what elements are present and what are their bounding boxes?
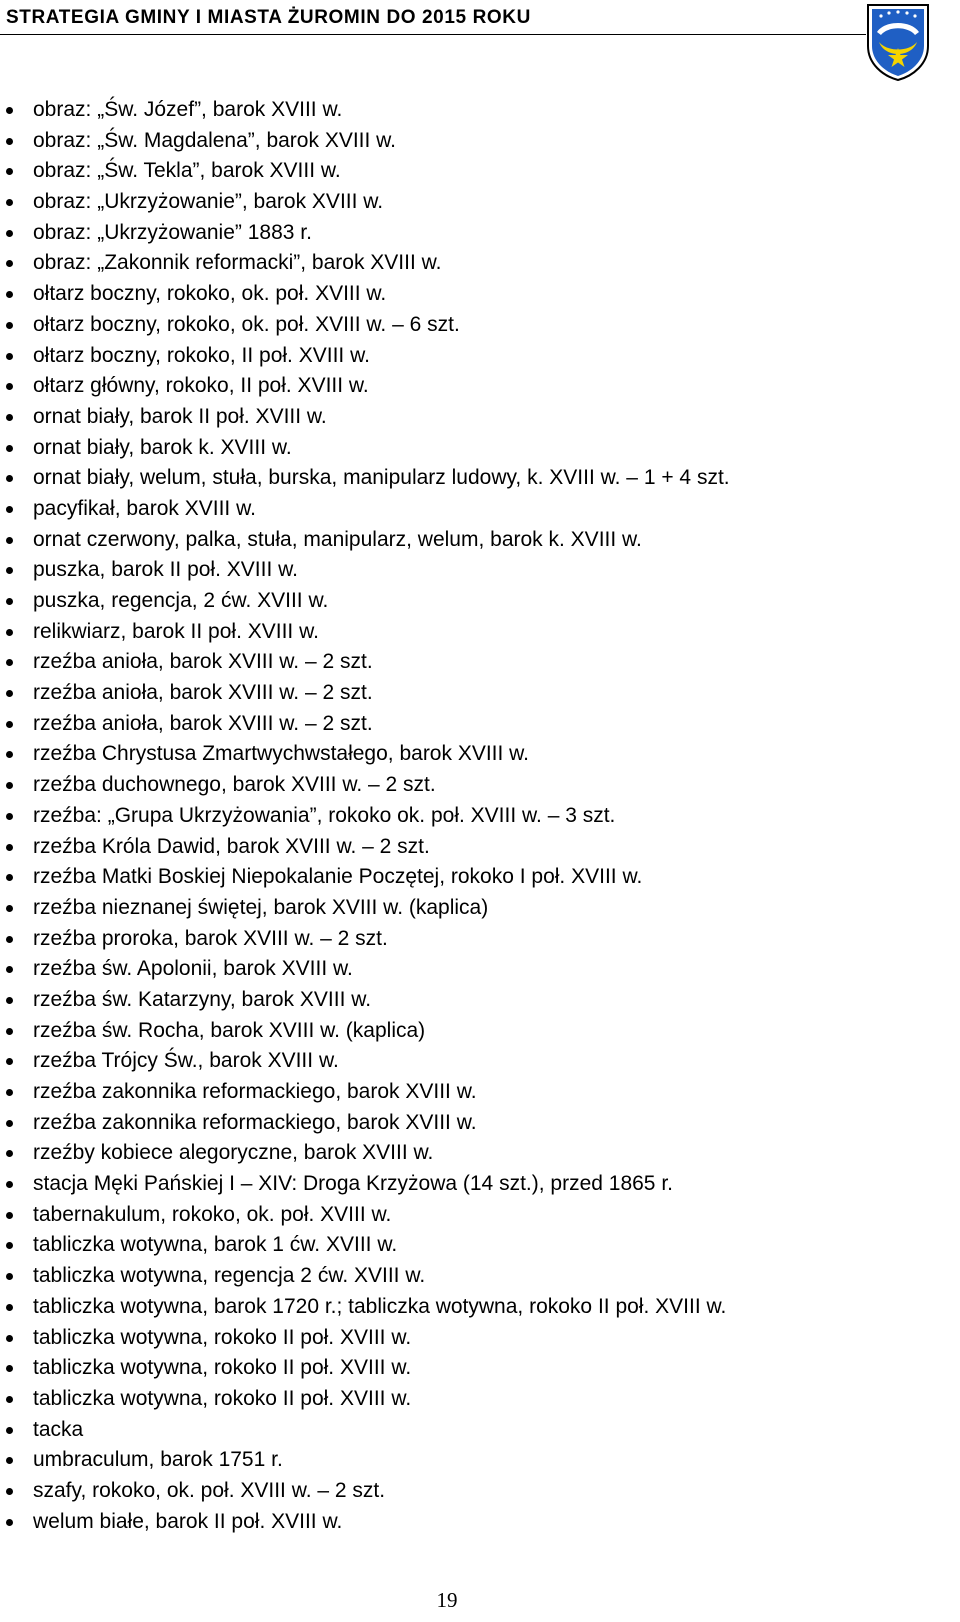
bullet-icon — [6, 1089, 13, 1096]
bullet-icon — [6, 260, 13, 267]
list-item-text: pacyfikał, barok XVIII w. — [33, 496, 256, 520]
bullet-icon — [6, 1335, 13, 1342]
bullet-icon — [6, 874, 13, 881]
bullet-icon — [6, 230, 13, 237]
list-item-text: obraz: „Ukrzyżowanie”, barok XVIII w. — [33, 190, 384, 214]
list-item-text: ołtarz boczny, rokoko, II poł. XVIII w. — [33, 343, 370, 367]
bullet-icon — [6, 1427, 13, 1434]
bullet-icon — [6, 1457, 13, 1464]
list-item-text: tabliczka wotywna, rokoko II poł. XVIII w. — [33, 1325, 412, 1349]
list-item-text: rzeźba anioła, barok XVIII w. – 2 szt. — [33, 650, 373, 674]
list-item-text: obraz: „Św. Józef”, barok XVIII w. — [33, 98, 343, 121]
list-item-text: tabliczka wotywna, rokoko II poł. XVIII w. — [33, 1356, 412, 1380]
bullet-icon — [6, 291, 13, 298]
list-item — [0, 1476, 940, 1507]
bullet-icon — [6, 1304, 13, 1311]
list-item — [0, 555, 940, 586]
bullet-icon — [6, 659, 13, 666]
list-item-text: tabernakulum, rokoko, ok. poł. XVIII w. — [33, 1202, 392, 1226]
list-item — [0, 1292, 940, 1323]
list-item — [0, 770, 940, 801]
bullet-icon — [6, 844, 13, 851]
list-item-text: tabliczka wotywna, barok 1 ćw. XVIII w. — [33, 1233, 398, 1257]
list-item — [0, 1169, 940, 1200]
list-item — [0, 156, 940, 187]
bullet-icon — [6, 966, 13, 973]
header-divider — [0, 34, 866, 35]
list-item-text: tacka — [33, 1417, 84, 1441]
list-item — [0, 1230, 940, 1261]
list-item-text: umbraculum, barok 1751 r. — [33, 1448, 283, 1472]
list-item-text: obraz: „Zakonnik reformacki”, barok XVIII w. — [33, 251, 442, 275]
list-item — [0, 218, 940, 249]
bullet-icon — [6, 1519, 13, 1526]
list-item-text: rzeźba św. Apolonii, barok XVIII w. — [33, 957, 353, 981]
bullet-icon — [6, 1181, 13, 1188]
list-item — [0, 647, 940, 678]
bullet-icon — [6, 1058, 13, 1065]
list-item — [0, 893, 940, 924]
bullet-icon — [6, 1120, 13, 1127]
bullet-icon — [6, 353, 13, 360]
bullet-icon — [6, 138, 13, 145]
bullet-icon — [6, 199, 13, 206]
list-item — [0, 739, 940, 770]
bullet-icon — [6, 107, 13, 114]
list-item-text: tabliczka wotywna, barok 1720 r.; tabliczka wotywna, rokoko II poł. XVIII w. — [33, 1294, 727, 1318]
list-item-text: rzeźba św. Katarzyny, barok XVIII w. — [33, 987, 372, 1011]
list-item — [0, 1323, 940, 1354]
list-item-text: rzeźba Chrystusa Zmartwychwstałego, barok XVIII w. — [33, 742, 530, 766]
bullet-icon — [6, 690, 13, 697]
list-item — [0, 1016, 940, 1047]
bullet-icon — [6, 537, 13, 544]
list-item — [0, 463, 940, 494]
list-item-text: rzeźba zakonnika reformackiego, barok XVIII w. — [33, 1080, 477, 1103]
list-item — [0, 586, 940, 617]
bullet-icon — [6, 721, 13, 728]
list-item — [0, 95, 940, 126]
list-item-text: puszka, regencja, 2 ćw. XVIII w. — [33, 589, 329, 612]
list-item — [0, 1353, 940, 1384]
list-item-text: ornat czerwony, palka, stuła, manipularz, welum, barok k. XVIII w. — [33, 527, 642, 551]
bullet-icon — [6, 506, 13, 513]
bullet-icon — [6, 567, 13, 574]
bullet-icon — [6, 414, 13, 421]
list-item — [0, 954, 940, 985]
list-item — [0, 1077, 940, 1108]
list-item — [0, 1261, 940, 1292]
list-item — [0, 371, 940, 402]
bullet-icon — [6, 445, 13, 452]
list-item — [0, 248, 940, 279]
list-item-text: obraz: „Św. Magdalena”, barok XVIII w. — [33, 128, 397, 152]
list-item — [0, 310, 940, 341]
list-item-text: rzeźba Trójcy Św., barok XVIII w. — [33, 1049, 339, 1073]
list-item-text: ołtarz boczny, rokoko, ok. poł. XVIII w. – 6 szt. — [33, 312, 460, 336]
list-item-text: ornat biały, barok k. XVIII w. — [33, 435, 292, 459]
list-item — [0, 924, 940, 955]
page-header — [0, 0, 960, 40]
list-item-text: obraz: „Ukrzyżowanie” 1883 r. — [33, 220, 312, 244]
list-item — [0, 1200, 940, 1231]
bullet-icon — [6, 1028, 13, 1035]
page-number: 19 — [436, 1588, 458, 1612]
list-item-text: tabliczka wotywna, rokoko II poł. XVIII w. — [33, 1386, 412, 1410]
list-item — [0, 832, 940, 863]
coat-of-arms-icon — [865, 2, 931, 82]
bullet-icon — [6, 1488, 13, 1495]
bullet-icon — [6, 322, 13, 329]
list-item — [0, 126, 940, 157]
bullet-icon — [6, 1212, 13, 1219]
list-item — [0, 1507, 940, 1538]
list-item — [0, 187, 940, 218]
list-item-text: szafy, rokoko, ok. poł. XVIII w. – 2 szt. — [33, 1478, 386, 1502]
list-item-text: rzeźba anioła, barok XVIII w. – 2 szt. — [33, 681, 373, 705]
list-item — [0, 525, 940, 556]
list-item — [0, 279, 940, 310]
bullet-icon — [6, 936, 13, 943]
list-item — [0, 678, 940, 709]
list-item — [0, 1445, 940, 1476]
bullet-icon — [6, 751, 13, 758]
list-item-text: rzeźba anioła, barok XVIII w. – 2 szt. — [33, 711, 373, 735]
bullet-icon — [6, 383, 13, 390]
list-item — [0, 494, 940, 525]
list-item-text: relikwiarz, barok II poł. XVIII w. — [33, 619, 319, 643]
bullet-icon — [6, 1273, 13, 1280]
bullet-icon — [6, 629, 13, 636]
bullet-icon — [6, 1396, 13, 1403]
bullet-icon — [6, 997, 13, 1004]
list-item — [0, 433, 940, 464]
list-item-text: rzeźba: „Grupa Ukrzyżowania”, rokoko ok. poł. XVIII w. – 3 szt. — [33, 803, 616, 827]
list-item-text: stacja Męki Pańskiej I – XIV: Droga Krzyżowa (14 szt.), przed 1865 r. — [33, 1172, 673, 1196]
list-item-text: puszka, barok II poł. XVIII w. — [33, 558, 298, 582]
list-item-text: rzeźba proroka, barok XVIII w. – 2 szt. — [33, 926, 388, 950]
bullet-icon — [6, 1365, 13, 1372]
list-item-text: obraz: „Św. Tekla”, barok XVIII w. — [33, 159, 341, 183]
bullet-icon — [6, 1150, 13, 1157]
list-item — [0, 1108, 940, 1139]
list-item-text: rzeźba Matki Boskiej Niepokalanie Poczętej, rokoko I poł. XVIII w. — [33, 865, 643, 889]
list-item-text: rzeźba nieznanej świętej, barok XVIII w. (kaplica) — [33, 895, 489, 919]
list-item-text: rzeźba Króla Dawid, barok XVIII w. – 2 szt. — [33, 834, 430, 858]
list-item — [0, 862, 940, 893]
bullet-icon — [6, 475, 13, 482]
list-item-text: rzeźba zakonnika reformackiego, barok XVIII w. — [33, 1110, 477, 1134]
bullet-icon — [6, 905, 13, 912]
list-item — [0, 1415, 940, 1446]
list-item-text: rzeźba św. Rocha, barok XVIII w. (kaplica) — [33, 1018, 426, 1042]
list-item-text: welum białe, barok II poł. XVIII w. — [33, 1509, 343, 1533]
list-item-text: tabliczka wotywna, regencja 2 ćw. XVIII w. — [33, 1264, 426, 1288]
bullet-icon — [6, 813, 13, 820]
document-title: STRATEGIA GMINY I MIASTA ŻUROMIN DO 2015 ROKU — [6, 7, 531, 28]
list-item-text: ołtarz główny, rokoko, II poł. XVIII w. — [33, 374, 369, 398]
bullet-icon — [6, 782, 13, 789]
bullet-icon — [6, 168, 13, 175]
bullet-icon — [6, 1242, 13, 1249]
bullet-icon — [6, 598, 13, 605]
list-item — [0, 617, 940, 648]
list-item — [0, 1138, 940, 1169]
list-item — [0, 801, 940, 832]
heritage-items-list — [0, 95, 940, 1537]
list-item-text: rzeźby kobiece alegoryczne, barok XVIII w. — [33, 1141, 434, 1165]
list-item — [0, 985, 940, 1016]
list-item-text: ornat biały, welum, stuła, burska, manipularz ludowy, k. XVIII w. – 1 + 4 szt. — [33, 466, 730, 490]
list-item — [0, 1046, 940, 1077]
list-item — [0, 1384, 940, 1415]
list-item-text: rzeźba duchownego, barok XVIII w. – 2 szt. — [33, 773, 436, 797]
list-item-text: ołtarz boczny, rokoko, ok. poł. XVIII w. — [33, 282, 387, 306]
list-item — [0, 341, 940, 372]
list-item — [0, 709, 940, 740]
list-item — [0, 402, 940, 433]
list-item-text: ornat biały, barok II poł. XVIII w. — [33, 404, 327, 428]
